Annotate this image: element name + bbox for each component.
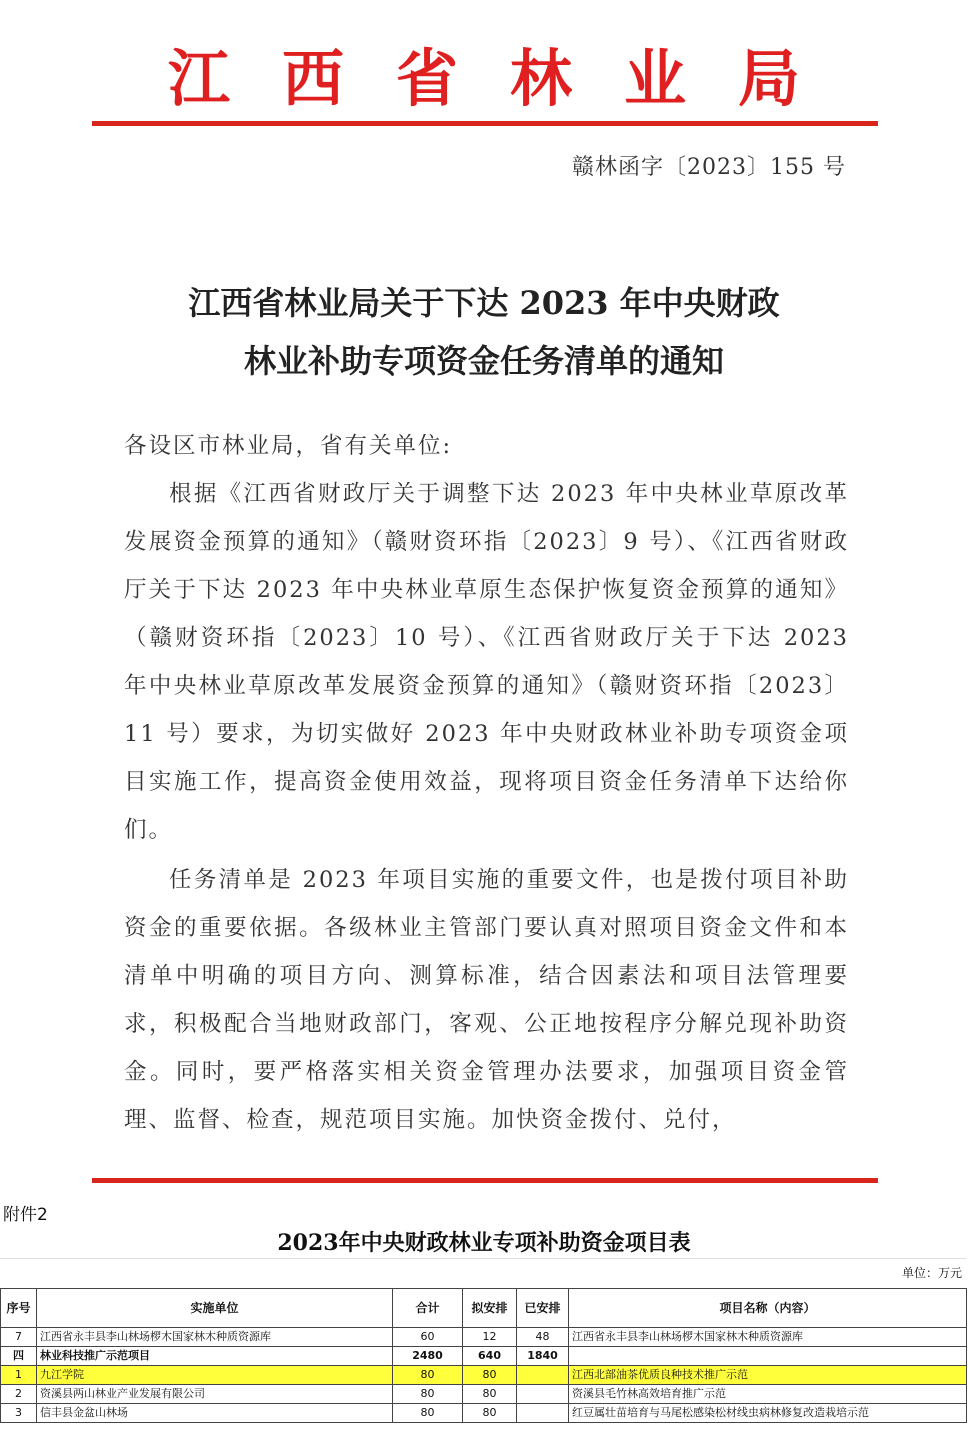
cell-planned: 640 [463, 1347, 517, 1366]
header-arranged: 已安排 [517, 1289, 569, 1328]
cell-no: 四 [1, 1347, 37, 1366]
table-section-row [1, 1347, 967, 1366]
cell-arranged [517, 1385, 569, 1404]
project-table [0, 1288, 967, 1423]
cell-unit: 江西省永丰县李山林场椤木国家林木种质资源库 [37, 1328, 393, 1347]
table-row [1, 1328, 967, 1347]
cell-planned: 12 [463, 1328, 517, 1347]
cell-planned: 80 [463, 1404, 517, 1423]
cell-total: 80 [393, 1385, 463, 1404]
salutation: 各设区市林业局，省有关单位: [124, 433, 453, 459]
page-divider [92, 1178, 878, 1183]
unit-label: 单位：万元 [901, 1266, 962, 1280]
header-unit: 实施单位 [37, 1289, 393, 1328]
spreadsheet-gridline [0, 1258, 966, 1289]
cell-no: 1 [1, 1366, 37, 1385]
table-header-row [1, 1289, 967, 1328]
letterhead-char: 江 [167, 41, 230, 115]
document-title-line1: 江西省林业局关于下达 2023 年中央财政 [188, 284, 780, 322]
cell-project: 江西省永丰县李山林场椤木国家林木种质资源库 [569, 1328, 967, 1347]
cell-total: 80 [393, 1366, 463, 1385]
header-planned: 拟安排 [463, 1289, 517, 1328]
letterhead [0, 28, 968, 118]
letterhead-char: 省 [395, 41, 458, 115]
attachment-label: 附件2 [3, 1205, 48, 1225]
letterhead-divider [92, 121, 878, 126]
table-row-highlighted [1, 1366, 967, 1385]
header-no: 序号 [1, 1289, 37, 1328]
body-paragraph-1: 根据《江西省财政厅关于调整下达 2023 年中央林业草原改革发展资金预算的通知》（赣财资环指〔2023〕9 号）、《江西省财政厅关于下达 2023 年中央林业草原生态保护恢复资金预算的通知》（赣财资环指〔2023〕10 号）、《江西省财政厅关于下达 2023 年中央林业草原改革发展资金预算的通知》（赣财资环指〔2023〕11 号）要求，为切实做好 2023 年中央财政林业补助专项资金项目实施工作，提高资金使用效益，现将项目资金任务清单下达给你们。 [124, 481, 849, 843]
cell-arranged: 48 [517, 1328, 569, 1347]
letterhead-char: 林 [510, 41, 573, 115]
letterhead-char: 西 [281, 41, 344, 115]
table-title: 2023年中央财政林业专项补助资金项目表 [277, 1230, 691, 1256]
cell-planned: 80 [463, 1385, 517, 1404]
document-title-line2: 林业补助专项资金任务清单的通知 [243, 342, 724, 380]
cell-arranged: 1840 [517, 1347, 569, 1366]
cell-project: 资溪县毛竹林高效培育推广示范 [569, 1385, 967, 1404]
cell-no: 3 [1, 1404, 37, 1423]
cell-no: 2 [1, 1385, 37, 1404]
table-row [1, 1385, 967, 1404]
cell-unit: 林业科技推广示范项目 [37, 1347, 393, 1366]
cell-arranged [517, 1404, 569, 1423]
cell-no: 7 [1, 1328, 37, 1347]
table-row [1, 1404, 967, 1423]
header-project: 项目名称（内容） [569, 1289, 967, 1328]
cell-project: 江西北部油茶优质良种技术推广示范 [569, 1366, 967, 1385]
cell-total: 80 [393, 1404, 463, 1423]
cell-total: 60 [393, 1328, 463, 1347]
cell-total: 2480 [393, 1347, 463, 1366]
body-paragraph-2: 任务清单是 2023 年项目实施的重要文件，也是拨付项目补助资金的重要依据。各级林业主管部门要认真对照项目资金文件和本清单中明确的项目方向、测算标准，结合因素法和项目法管理要求，积极配合当地财政部门，客观、公正地按程序分解兑现补助资金。同时，要严格落实相关资金管理办法要求，加强项目资金管理、监督、检查，规范项目实施。加快资金拨付、兑付， [124, 867, 849, 1133]
cell-project [569, 1347, 967, 1366]
cell-unit: 资溪县两山林业产业发展有限公司 [37, 1385, 393, 1404]
cell-unit: 信丰县金盆山林场 [37, 1404, 393, 1423]
letterhead-char: 局 [738, 41, 801, 115]
header-total: 合计 [393, 1289, 463, 1328]
document-number: 赣林函字〔2023〕155 号 [572, 155, 846, 180]
letterhead-char: 业 [624, 41, 687, 115]
cell-planned: 80 [463, 1366, 517, 1385]
cell-unit: 九江学院 [37, 1366, 393, 1385]
cell-arranged [517, 1366, 569, 1385]
cell-project: 红豆属壮苗培育与马尾松感染松材线虫病林修复改造栽培示范 [569, 1404, 967, 1423]
